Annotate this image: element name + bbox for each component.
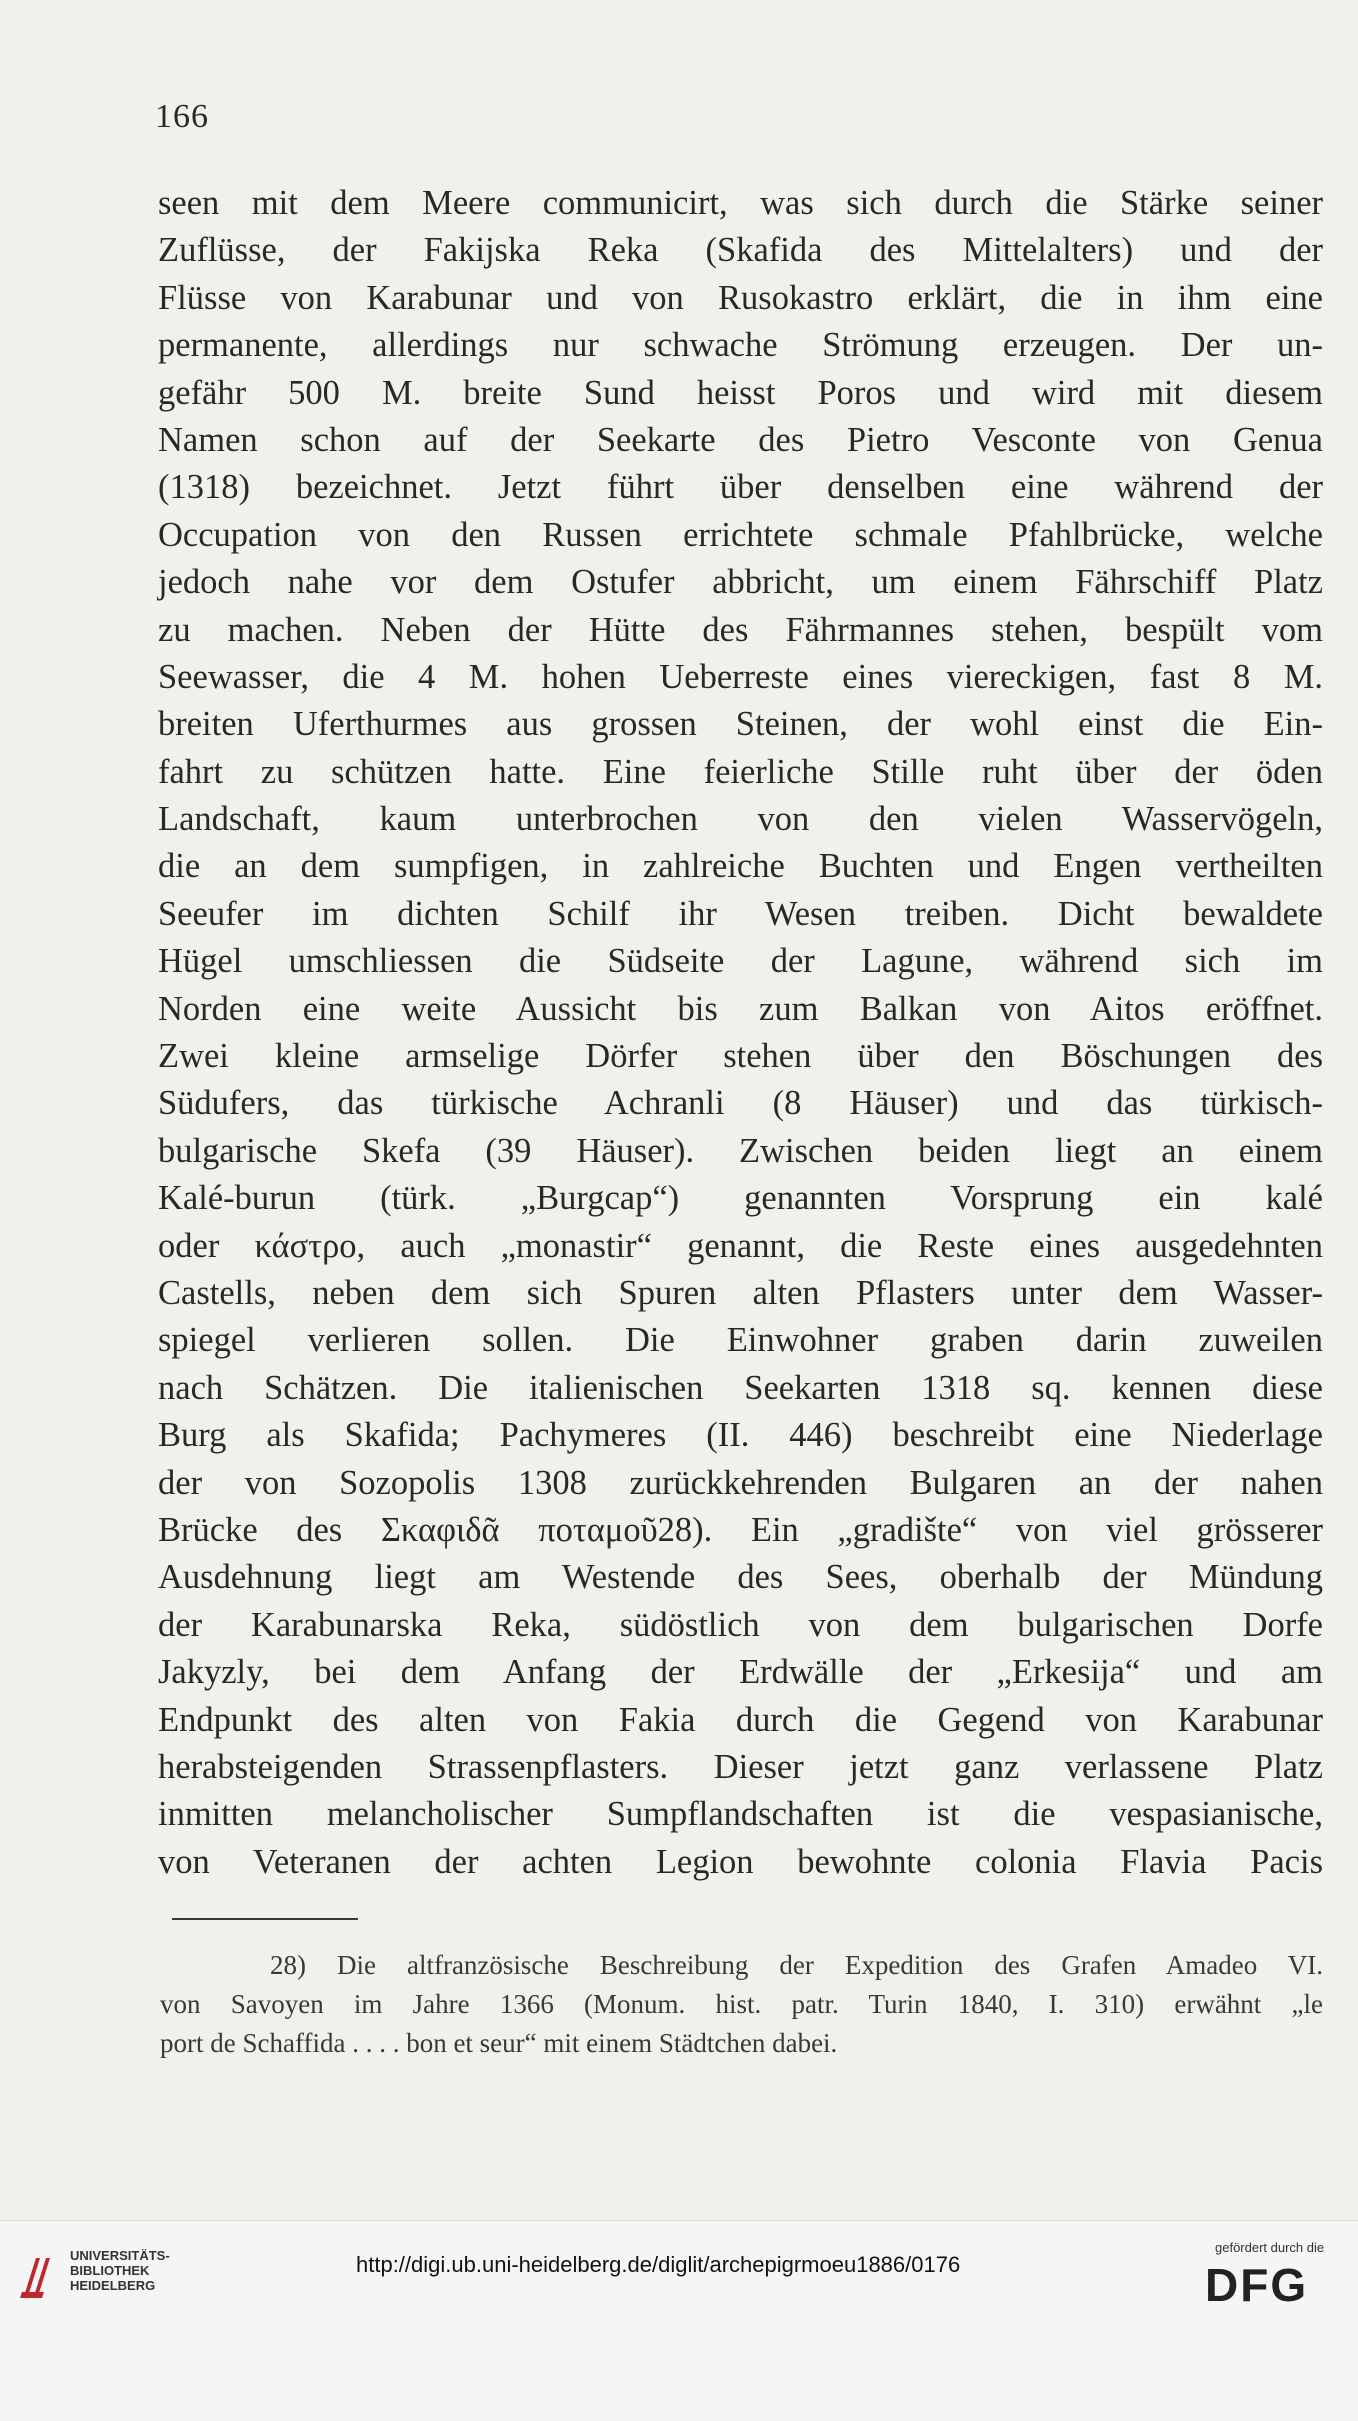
institution-line: HEIDELBERG — [70, 2278, 156, 2293]
university-library-logo-icon — [18, 2252, 58, 2302]
footnote-divider — [172, 1918, 358, 1920]
text-line: bulgarische Skefa (39 Häuser). Zwischen beiden liegt an einem — [158, 1131, 1323, 1170]
text-line: Zuflüsse, der Fakijska Reka (Skafida des Mittelalters) und der — [158, 231, 1323, 270]
footnote — [160, 1946, 1323, 2063]
text-line: Brücke des Σκαφιδᾶ ποταμοῦ28). Ein „gradište“ von viel grösserer — [158, 1510, 1323, 1549]
viewer-footer — [0, 2220, 1358, 2421]
text-line: Norden eine weite Aussicht bis zum Balkan von Aitos eröffnet. — [158, 989, 1323, 1028]
funded-by-label: gefördert durch die — [1215, 2240, 1325, 2255]
text-line: der Karabunarska Reka, südöstlich von dem bulgarischen Dorfe — [158, 1605, 1323, 1644]
text-line: Endpunkt des alten von Fakia durch die Gegend von Karabunar — [158, 1700, 1323, 1739]
institution-line: UNIVERSITÄTS- — [70, 2248, 170, 2263]
footnote-line: von Savoyen im Jahre 1366 (Monum. hist. patr. Turin 1840, I. 310) erwähnt „le — [160, 1989, 1323, 2019]
footnote-line: port de Schaffida . . . . bon et seur“ mit einem Städtchen dabei. — [160, 2028, 838, 2058]
institution-name — [70, 2248, 170, 2293]
text-line: Occupation von den Russen errichtete schmale Pfahlbrücke, welche — [158, 515, 1323, 554]
text-line: breiten Uferthurmes aus grossen Steinen, der wohl einst die Ein- — [158, 705, 1323, 744]
text-line: Jakyzly, bei dem Anfang der Erdwälle der „Erkesija“ und am — [158, 1653, 1323, 1692]
text-line: inmitten melancholischer Sumpflandschaften ist die vespasianische, — [158, 1795, 1323, 1834]
footnote-line: 28) Die altfranzösische Beschreibung der Expedition des Grafen Amadeo VI. — [270, 1950, 1323, 1980]
text-line: zu machen. Neben der Hütte des Fährmannes stehen, bespült vom — [158, 610, 1323, 649]
text-line: (1318) bezeichnet. Jetzt führt über denselben eine während der — [158, 468, 1323, 507]
text-line: Landschaft, kaum unterbrochen von den vielen Wasservögeln, — [158, 800, 1323, 839]
permalink-url[interactable]: http://digi.ub.uni-heidelberg.de/diglit/archepigrmoeu1886/0176 — [356, 2252, 961, 2277]
text-line: oder κάστρο, auch „monastir“ genannt, die Reste eines ausgedehnten — [158, 1226, 1323, 1265]
text-line: die an dem sumpfigen, in zahlreiche Buchten und Engen vertheilten — [158, 847, 1323, 886]
text-line: Burg als Skafida; Pachymeres (II. 446) beschreibt eine Niederlage — [158, 1416, 1323, 1455]
text-line: Kalé-burun (türk. „Burgcap“) genannten Vorsprung ein kalé — [158, 1179, 1323, 1218]
text-line: herabsteigenden Strassenpflasters. Dieser jetzt ganz verlassene Platz — [158, 1747, 1323, 1786]
dfg-logo-icon: DFG — [1205, 2259, 1309, 2311]
text-line: Südufers, das türkische Achranli (8 Häuser) und das türkisch- — [158, 1084, 1323, 1123]
text-line: jedoch nahe vor dem Ostufer abbricht, um einem Fährschiff Platz — [158, 563, 1323, 602]
text-line: Namen schon auf der Seekarte des Pietro Vesconte von Genua — [158, 420, 1323, 459]
text-line: nach Schätzen. Die italienischen Seekarten 1318 sq. kennen diese — [158, 1368, 1323, 1407]
text-line: Castells, neben dem sich Spuren alten Pflasters unter dem Wasser- — [158, 1273, 1323, 1312]
text-line: Seewasser, die 4 M. hohen Ueberreste eines viereckigen, fast 8 M. — [158, 657, 1323, 696]
text-line: Flüsse von Karabunar und von Rusokastro erklärt, die in ihm eine — [158, 278, 1323, 317]
text-line: von Veteranen der achten Legion bewohnte colonia Flavia Pacis — [158, 1842, 1323, 1881]
text-line: der von Sozopolis 1308 zurückkehrenden Bulgaren an der nahen — [158, 1463, 1323, 1502]
text-line: permanente, allerdings nur schwache Strömung erzeugen. Der un- — [158, 326, 1323, 365]
text-line: fahrt zu schützen hatte. Eine feierliche Stille ruht über der öden — [158, 752, 1323, 791]
text-line: Hügel umschliessen die Südseite der Lagune, während sich im — [158, 942, 1323, 981]
body-text — [158, 180, 1323, 1886]
text-line: Ausdehnung liegt am Westende des Sees, oberhalb der Mündung — [158, 1558, 1323, 1597]
text-line: Seeufer im dichten Schilf ihr Wesen treiben. Dicht bewaldete — [158, 894, 1323, 933]
text-line: seen mit dem Meere communicirt, was sich durch die Stärke seiner — [158, 184, 1323, 222]
page-number: 166 — [155, 98, 209, 135]
institution-line: BIBLIOTHEK — [70, 2263, 150, 2278]
text-line: Zwei kleine armselige Dörfer stehen über den Böschungen des — [158, 1037, 1323, 1076]
text-line: gefähr 500 M. breite Sund heisst Poros und wird mit diesem — [158, 373, 1323, 412]
text-line: spiegel verlieren sollen. Die Einwohner graben darin zuweilen — [158, 1321, 1323, 1360]
